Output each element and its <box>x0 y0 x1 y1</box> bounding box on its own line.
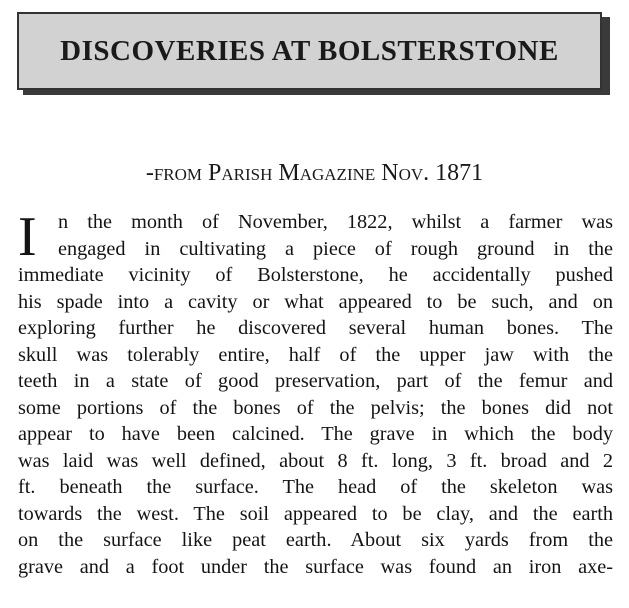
article-line: engaged in cultivating a piece of rough ground in the <box>58 237 613 260</box>
article-line: was laid was well defined, about 8 ft. long, 3 ft. broad and 2 <box>18 449 613 472</box>
page-title: DISCOVERIES AT BOLSTERSTONE <box>60 34 559 67</box>
subtitle-prefix: -from <box>145 160 209 186</box>
article-line: some portions of the bones of the pelvis; the bones did not <box>18 396 613 419</box>
article-line: towards the west. The soil appeared to be clay, and the earth <box>18 502 613 525</box>
source-subtitle <box>0 160 629 187</box>
article-line: ft. beneath the surface. The head of the skeleton was <box>18 476 613 498</box>
subtitle-source: Parish Magazine Nov. 1871 <box>208 160 484 186</box>
article-line: on the surface like peat earth. About six yards from the <box>18 529 613 551</box>
drop-cap: I <box>18 206 37 268</box>
article-line: exploring further he discovered several human bones. The <box>18 317 613 339</box>
article-line: immediate vicinity of Bolsterstone, he accidentally pushed <box>18 264 613 286</box>
article-line: skull was tolerably entire, half of the upper jaw with the <box>18 343 613 366</box>
article-line: appear to have been calcined. The grave in which the body <box>18 423 613 445</box>
article-line: grave and a foot under the surface was found an iron axe- <box>18 555 613 578</box>
article-line: teeth in a state of good preservation, part of the femur and <box>18 370 613 392</box>
title-box <box>17 12 602 90</box>
article-line: his spade into a cavity or what appeared to be such, and on <box>18 290 613 313</box>
article-body <box>18 206 613 580</box>
article-line: n the month of November, 1822, whilst a farmer was <box>58 211 613 233</box>
